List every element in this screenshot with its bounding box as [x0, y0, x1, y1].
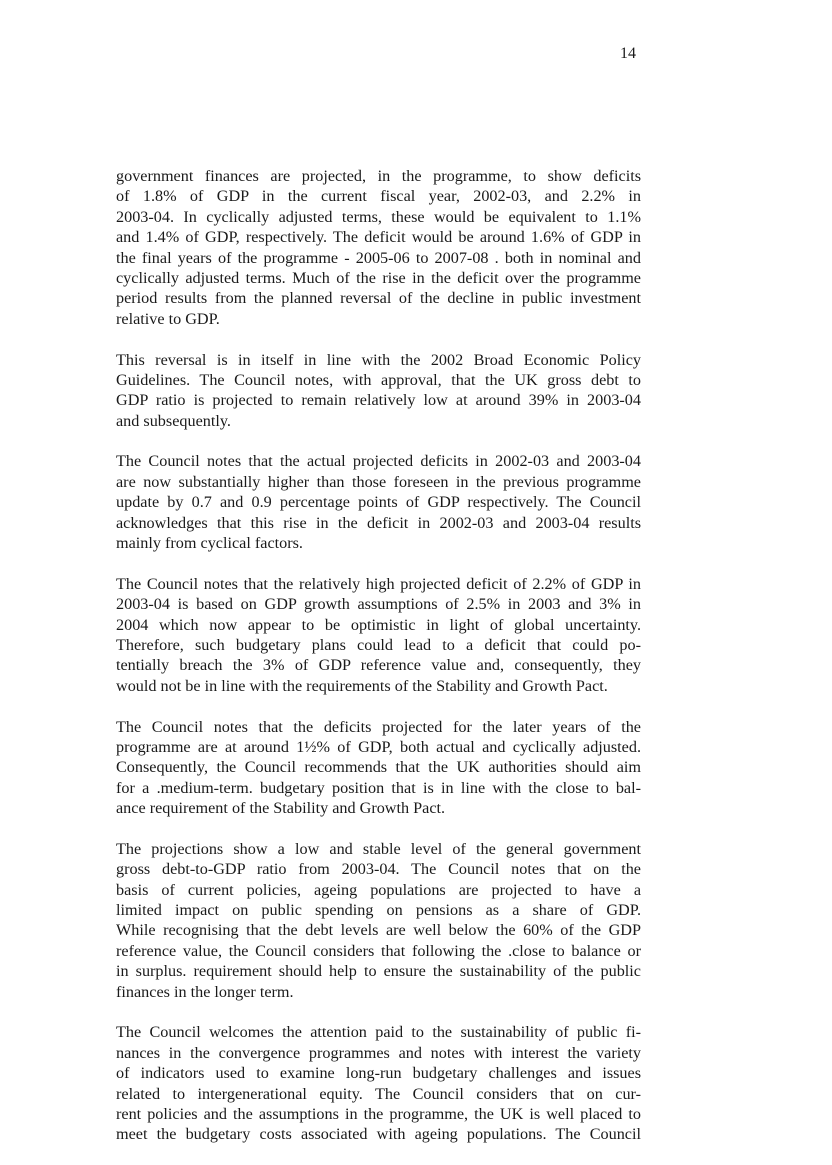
text-line: for a .medium-term. budgetary position that is in line with the close to bal- — [116, 778, 641, 797]
text-line: and subsequently. — [116, 411, 231, 430]
text-line: government finances are projected, in the programme, to show deficits — [116, 167, 641, 185]
text-line: the final years of the programme - 2005-06 to 2007-08 . both in nominal and — [116, 248, 641, 267]
text-line: The Council notes that the deficits projected for the later years of the — [116, 717, 641, 736]
text-line: gross debt-to-GDP ratio from 2003-04. The Council notes that on the — [116, 860, 641, 879]
text-line: The projections show a low and stable level of the general government — [116, 839, 641, 858]
text-line: and 1.4% of GDP, respectively. The deficit would be around 1.6% of GDP in — [116, 228, 641, 247]
text-line: cyclically adjusted terms. Much of the rise in the deficit over the programme — [116, 268, 641, 287]
text-line: reference value, the Council considers that following the .close to balance or — [116, 941, 641, 960]
text-line: GDP ratio is projected to remain relatively low at around 39% in 2003-04 — [116, 391, 641, 410]
text-line: finances in the longer term. — [116, 982, 294, 1001]
page-number: 14 — [620, 45, 636, 62]
text-line: of indicators used to examine long-run budgetary challenges and issues — [116, 1064, 641, 1083]
text-line: 2003-04 is based on GDP growth assumptions of 2.5% in 2003 and 3% in — [116, 595, 641, 614]
text-line: The Council welcomes the attention paid to the sustainability of public fi- — [116, 1023, 641, 1042]
text-line: rent policies and the assumptions in the programme, the UK is well placed to — [116, 1104, 641, 1123]
text-line: in surplus. requirement should help to ensure the sustainability of the public — [116, 962, 641, 981]
text-line: mainly from cyclical factors. — [116, 534, 303, 553]
text-line: While recognising that the debt levels are well below the 60% of the GDP — [116, 921, 641, 940]
text-line: update by 0.7 and 0.9 percentage points of GDP respectively. The Council — [116, 493, 641, 512]
text-line: 2004 which now appear to be optimistic in light of global uncertainty. — [116, 615, 641, 634]
paragraph — [116, 166, 641, 329]
text-line: The Council notes that the relatively high projected deficit of 2.2% of GDP in — [116, 574, 641, 593]
text-line: period results from the planned reversal of the decline in public investment — [116, 289, 641, 308]
text-line: relative to GDP. — [116, 309, 220, 328]
text-line: programme are at around 1½% of GDP, both actual and cyclically adjusted. — [116, 737, 641, 756]
text-line: Consequently, the Council recommends that the UK authorities should aim — [116, 758, 641, 777]
text-line: Therefore, such budgetary plans could lead to a deficit that could po- — [116, 635, 641, 654]
text-line: nances in the convergence programmes and notes with interest the variety — [116, 1043, 641, 1062]
text-line: limited impact on public spending on pensions as a share of GDP. — [116, 901, 641, 920]
paragraph — [116, 574, 641, 696]
text-line: ance requirement of the Stability and Growth Pact. — [116, 799, 446, 818]
paragraph — [116, 1022, 641, 1144]
text-line: would not be in line with the requirements of the Stability and Growth Pact. — [116, 676, 608, 695]
text-line: meet the budgetary costs associated with ageing populations. The Council — [116, 1125, 641, 1144]
paragraph — [116, 717, 641, 819]
text-line: basis of current policies, ageing populations are projected to have a — [116, 880, 641, 899]
text-line: This reversal is in itself in line with the 2002 Broad Economic Policy — [116, 350, 641, 369]
text-line: 2003-04. In cyclically adjusted terms, these would be equivalent to 1.1% — [116, 207, 641, 226]
paragraph — [116, 839, 641, 1002]
paragraph — [116, 451, 641, 553]
text-line: acknowledges that this rise in the deficit in 2002-03 and 2003-04 results — [116, 513, 641, 532]
body-text — [116, 166, 641, 1165]
paragraph — [116, 350, 641, 432]
text-line: related to intergenerational equity. The Council considers that on cur- — [116, 1084, 641, 1103]
text-line: The Council notes that the actual projected deficits in 2002-03 and 2003-04 — [116, 452, 641, 471]
text-line: are now substantially higher than those foreseen in the previous programme — [116, 472, 641, 491]
text-line: tentially breach the 3% of GDP reference value and, consequently, they — [116, 656, 641, 675]
text-line: of 1.8% of GDP in the current fiscal year, 2002-03, and 2.2% in — [116, 187, 641, 206]
text-line: Guidelines. The Council notes, with approval, that the UK gross debt to — [116, 370, 641, 389]
